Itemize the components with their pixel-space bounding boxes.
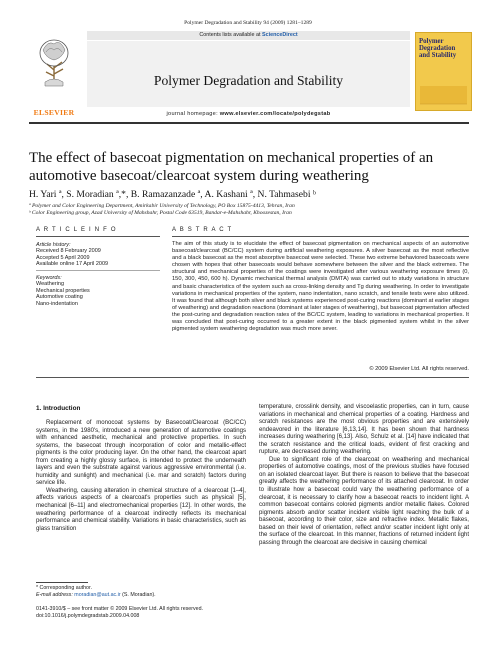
abstract-rule bbox=[172, 236, 469, 237]
history-label: Article history: bbox=[36, 242, 71, 248]
publisher-name: ELSEVIER bbox=[33, 108, 75, 117]
keyword-item: Weathering bbox=[36, 281, 65, 288]
article-history bbox=[36, 242, 160, 268]
publication-info bbox=[36, 606, 246, 620]
body-paragraph: Weathering, causing alteration in chemical structure of a clearcoat [1–4], affects various aspects of a clearcoat's properties such as physical [5], mechanical [6–11] and electromechanical properties [12]. In other words, the weathering performance of a clearcoat indirectly reflects its mechanical performance and chemical stability. Variations in basic characteristics, such as glass transition bbox=[36, 487, 246, 532]
author-email-line bbox=[36, 592, 246, 599]
abstract-bottom-rule bbox=[36, 377, 469, 378]
elsevier-tree-icon bbox=[38, 36, 70, 88]
body-paragraph: Replacement of monocoat systems by Basecoat/Clearcoat (BC/CC) systems, in the 1980's, introduced a new generation of automotive coatings with enhanced aesthetic, mechanical and protective properties. In such systems, the basecoat through incorporation of color and metallic-effect pigments is the color producing layer. On the other hand, the clearcoat apart from creating a highly glossy surface, is intended to protect the underneath layers and even the substrate against various aggressive environmental (i.e. humidity and sunlight) and mechanical (i.e. mar and scratch) factors during service life. bbox=[36, 420, 246, 487]
keywords-block bbox=[36, 275, 160, 307]
sciencedirect-link[interactable]: ScienceDirect bbox=[261, 32, 298, 38]
footnote-corresponding bbox=[36, 585, 246, 599]
email-label: E-mail address: bbox=[36, 591, 73, 598]
journal-citation: Polymer Degradation and Stability 94 (2009) 1281–1289 bbox=[184, 20, 312, 26]
article-info-rule bbox=[36, 236, 160, 237]
masthead-rule bbox=[29, 122, 469, 124]
footnote-rule bbox=[36, 582, 88, 583]
affiliation-a: ª Polymer and Color Engineering Department, Amirkabir University of Technology, PO Box 15875-4413, Tehran, Iran bbox=[29, 203, 295, 209]
corresponding-author: * Corresponding author. bbox=[36, 585, 92, 591]
keyword-item: Nano-indentation bbox=[36, 300, 78, 307]
article-title: The effect of basecoat pigmentation on mechanical properties of an automotive basecoat/clearcoat system during weathering bbox=[29, 150, 434, 184]
doi-link[interactable]: doi:10.1016/j.polymdegradstab.2009.04.008 bbox=[36, 612, 140, 619]
cover-artwork bbox=[416, 80, 471, 110]
history-divider bbox=[36, 270, 160, 271]
received-date: Received 8 February 2009 bbox=[36, 248, 101, 255]
email-suffix: (S. Moradian). bbox=[122, 591, 156, 598]
online-date: Available online 17 April 2009 bbox=[36, 261, 109, 268]
keyword-item: Automotive coating bbox=[36, 294, 83, 301]
introduction-heading: 1. Introduction bbox=[36, 405, 81, 412]
issn-line: 0141-3910/$ – see front matter © 2009 Elsevier Ltd. All rights reserved. bbox=[36, 606, 204, 612]
contents-bar bbox=[87, 31, 410, 40]
journal-homepage bbox=[87, 111, 410, 117]
masthead-banner bbox=[87, 41, 410, 107]
keywords-label: Keywords: bbox=[36, 275, 62, 281]
article-info-heading: A R T I C L E I N F O bbox=[36, 227, 117, 233]
affiliation-b: ᵇ Color Engineering group, Azad University of Mahshahr, Postal Code 63519, Bandar-e-Mahshahr, Khoozestan, Iran bbox=[29, 210, 292, 216]
abstract-heading: A B S T R A C T bbox=[172, 227, 233, 233]
body-left-column bbox=[36, 420, 246, 533]
accepted-date: Accepted 5 April 2009 bbox=[36, 254, 90, 261]
body-paragraph: Due to significant role of the clearcoat on weathering and mechanical properties of automotive coatings, most of the previous studies have focused on an isolated clearcoat layer. But there is reason to believe that the basecoat greatly affects the weathering performance of its attached clearcoat. In order to illustrate how a basecoat could vary the weathering performance of a clearcoat, it is necessary to clarify how a basecoat reacts to incident light. A common basecoat contains colored pigments and/or metallic flakes. Colored pigments absorb and/or scatter incident visible light reaching the bulk of a basecoat, according to their color, size and refractive index. Metallic flakes, based on their level of orientation, reflect and/or scatter incident light only at the surface of the clearcoat. In this manner, fractions of returned incident light passing through the clearcoat are decisive in causing chemical bbox=[259, 456, 469, 546]
journal-masthead bbox=[29, 31, 469, 116]
contents-prefix: Contents lists available at bbox=[199, 32, 261, 38]
journal-title: Polymer Degradation and Stability bbox=[153, 73, 344, 88]
journal-cover-thumbnail[interactable] bbox=[415, 32, 472, 111]
author-email-link[interactable]: moradian@aut.ac.ir bbox=[74, 591, 121, 598]
keyword-item: Mechanical properties bbox=[36, 287, 90, 294]
cover-title: Polymer Degradation and Stability bbox=[419, 38, 457, 60]
homepage-link[interactable]: www.elsevier.com/locate/polydegstab bbox=[219, 111, 331, 117]
abstract-copyright: © 2009 Elsevier Ltd. All rights reserved. bbox=[369, 366, 469, 372]
body-right-column bbox=[259, 404, 469, 547]
abstract-text: The aim of this study is to elucidate the effect of basecoat pigmentation on mechanical aspects of an automotive basecoat/clearcoat (BC/CC) system during artificial weathering exposures. A silver basecoat as the most reflective and a black basecoat as the most absorptive basecoat were selected. These two extreme behaviored basecoats were chosen with hopes that other basecoats would behave somewhere between the silver and the black extremes. The structural and mechanical properties of the coatings were investigated after various weathering exposure times (0, 150, 300, 450, 600 h). Dynamic mechanical thermal analysis (DMTA) was carried out to study variations in structure and basic characteristics of the system such as cross-linking density and Tg during weathering. In order to investigate variations in mechanical properties of the system, nano indentation, nano scratch, and tensile tests were also utilized. It was found that although both silver and black systems experienced post-curing reactions (dominant at earlier stages of weathering) and degradation reactions (dominant at later stages of weathering), but basecoat pigmentation affected the post-curing and degradation reaction rates of the BC/CC system, leading to variations in mechanical properties. It was concluded that post-curing occurred to a greater extent in the black pigmented system whilst in the silver pigmented system weathering degradation was much more sever. bbox=[172, 241, 469, 333]
elsevier-logo[interactable] bbox=[33, 34, 75, 117]
author-list: H. Yari ª, S. Moradian ª,*, B. Ramazanzade ª, A. Kashani ª, N. Tahmasebi ᵇ bbox=[29, 189, 316, 200]
homepage-prefix: journal homepage: bbox=[166, 111, 218, 117]
body-paragraph: temperature, crosslink density, and viscoelastic properties, can in turn, cause variations in mechanical and chemical properties of a coating. Hardness and scratch resistances are the most obvious properties and are extensively endeavored in the literature [6,13,14]. It has been shown that hardness increases during weathering [6,13]. Also, Schulz et al. [14] have indicated that the scratch resistance and the critical loads, evident of first cracking and rupture, are decreased during weathering. bbox=[259, 404, 469, 456]
